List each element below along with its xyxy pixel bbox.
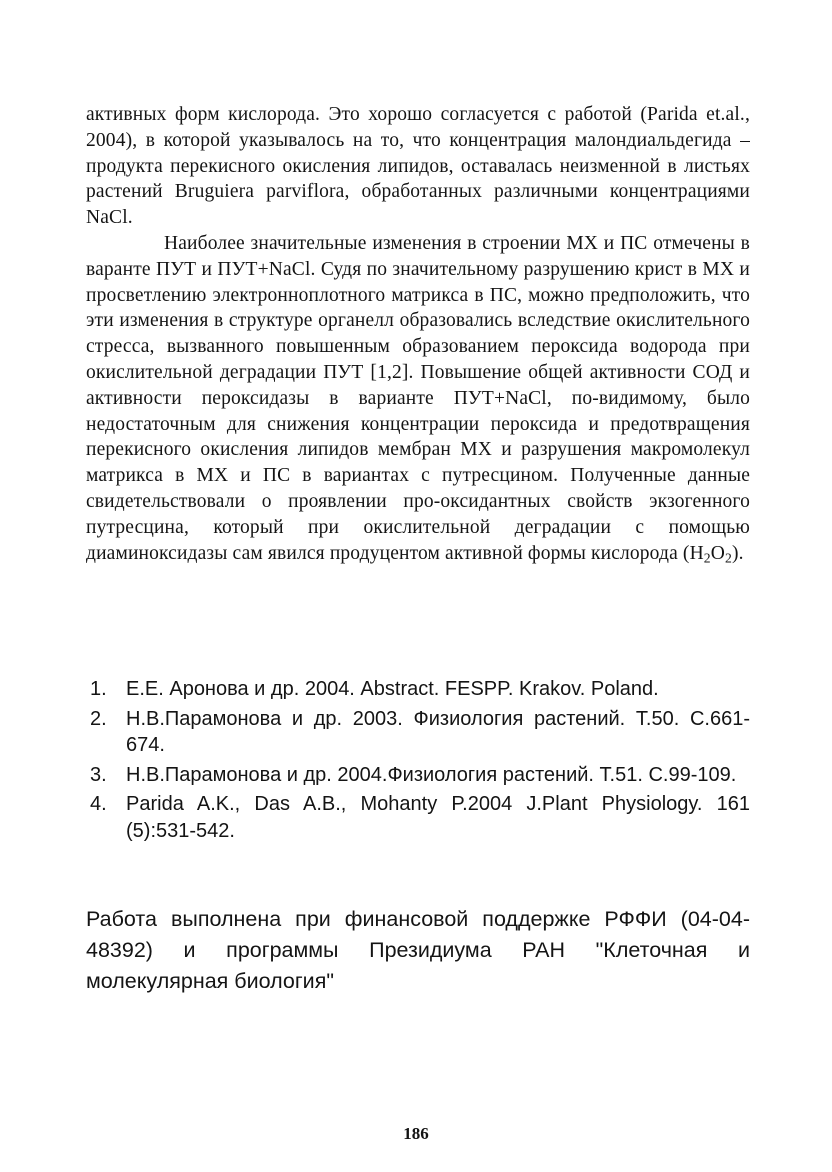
- reference-item: [86, 791, 750, 844]
- reference-number: 1.: [90, 678, 107, 700]
- reference-number: 2.: [90, 707, 107, 730]
- paragraph-2-end: ).: [732, 542, 744, 564]
- reference-number: 4.: [90, 793, 107, 815]
- reference-item: [86, 762, 750, 789]
- acknowledgement: Работа выполнена при финансовой поддержке РФФИ (04-04-48392) и программы Президиума РАН "Клеточная и молекулярная биология": [86, 907, 750, 993]
- formula-subscript-2: 2: [725, 549, 732, 565]
- reference-text: Е.Е. Аронова и др. 2004. Abstract. FESPP. Krakov. Poland.: [126, 678, 659, 700]
- paragraph-1: активных форм кислорода. Это хорошо согласуется с работой (Parida et.al., 2004), в которой указывалось на то, что концентрация малондиальдегида – продукта перекисного окисления липидов, оставалась неизменной в листьях растений Bruguiera parviflora, обработанных различными концентрациями NaCl.: [86, 104, 750, 229]
- page-number: 186: [403, 1124, 429, 1143]
- reference-list: [86, 676, 750, 847]
- body-text: [86, 102, 750, 571]
- paragraph-2: [86, 231, 750, 571]
- reference-number: 3.: [90, 763, 107, 786]
- reference-text: Parida A.K., Das A.B., Mohanty P.2004 J.Plant Physiology. 161 (5):531-542.: [126, 793, 750, 842]
- reference-text: Н.В.Парамонова и др. 2004.Физиология растений. Т.51. С.99-109.: [126, 763, 737, 786]
- formula-h: H: [689, 542, 704, 564]
- paragraph-2-text: Наиболее значительные изменения в строении МХ и ПС отмечены в варанте ПУТ и ПУТ+NaCl. Судя по значительному разрушению крист в МХ и просветлению электронноплотного матрикса в ПС, можно предположить, что эти изменения в структуре органелл образовались вследствие окислительного стресса, вызванного повышенным образованием пероксида водорода при окислительной деградации ПУТ [1,2]. Повышение общей активности СОД и активности пероксидазы в варианте ПУТ+NaCl, по-видимому, было недостаточным для снижения концентрации пероксида и предотвращения перекисного окисления липидов мембран МХ и разрушения макромолекул матрикса в МХ и ПС в вариантах с путресцином. Полученные данные свидетельствовали о проявлении про-оксидантных свойств экзогенного путресцина, который при окислительной деградации с помощью диаминоксидазы сам явился продуцентом активной формы кислорода (: [86, 232, 750, 564]
- formula-o: O: [710, 542, 726, 564]
- reference-item: [86, 676, 750, 703]
- reference-item: [86, 706, 750, 759]
- reference-text: Н.В.Парамонова и др. 2003. Физиология растений. Т.50. С.661-674.: [126, 707, 750, 756]
- formula-subscript-1: 2: [703, 549, 711, 565]
